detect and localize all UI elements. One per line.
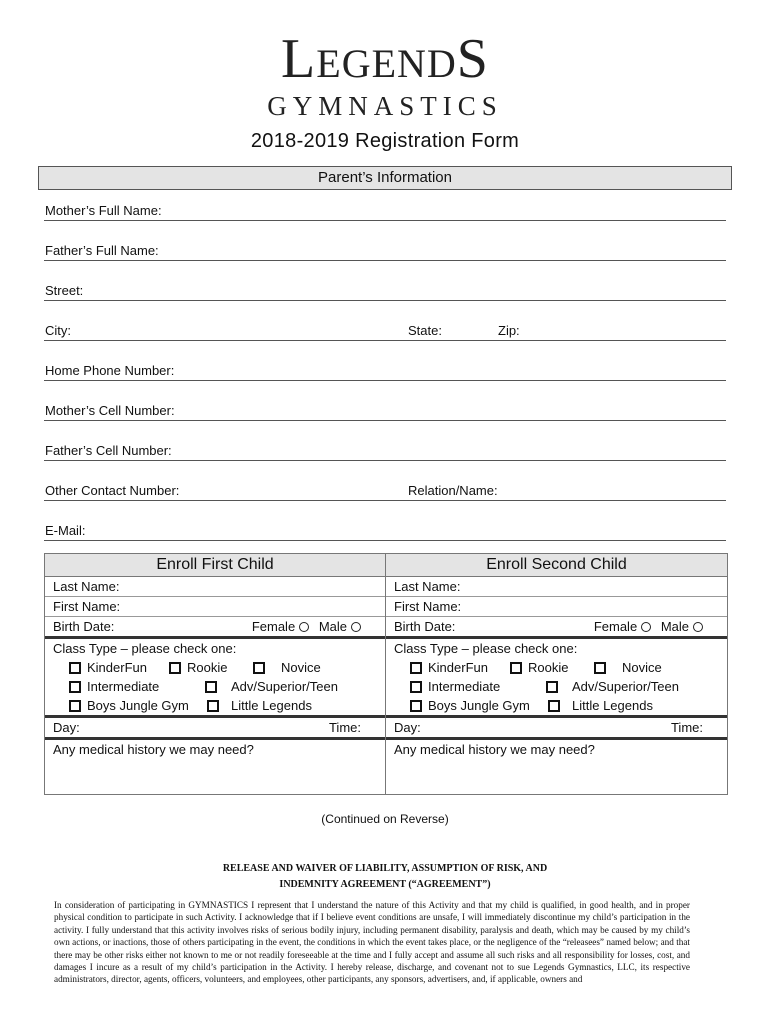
intermediate-option[interactable]: Intermediate [410,677,500,696]
first-child-class-row-1 [45,658,385,677]
novice-option[interactable]: Novice [594,658,662,677]
first-child-class-type: Class Type – please check one: [53,641,237,656]
email-field[interactable]: E-Mail: [44,522,726,541]
logo [0,28,770,121]
boys-jungle-gym-option[interactable]: Boys Jungle Gym [69,696,189,715]
checkbox [546,681,558,693]
gender-options: Female Male [594,617,709,636]
checkbox [169,662,181,674]
father-cell-field[interactable]: Father’s Cell Number: [44,442,726,461]
day-label[interactable]: Day: [394,720,421,735]
rookie-option[interactable]: Rookie [510,658,568,677]
logo-wordmark: LEGENDS [281,28,489,90]
second-child-class-row-1 [386,658,727,677]
mother-name-field[interactable]: Mother’s Full Name: [44,202,726,221]
checkbox [548,700,560,712]
kinderfun-option[interactable]: KinderFun [410,658,488,677]
second-child-class-row-2 [386,677,727,696]
kinderfun-option[interactable]: KinderFun [69,658,147,677]
home-phone-field[interactable]: Home Phone Number: [44,362,726,381]
checkbox [410,662,422,674]
second-child-column [386,554,727,794]
little-legends-option[interactable]: Little Legends [207,696,312,715]
novice-option[interactable]: Novice [253,658,321,677]
release-body: In consideration of participating in GYMNASTICS I represent that I understand the nature of this Activity and that my child is qualified, in good health, and in proper physical condition to participate in such Activity. I acknowledge that if I believe event conditions are unsafe, I will immediately discontinue my child’s participation in the activity. I fully understand that this activity involves risks of serious bodily injury, including permanent disability, paralysis and death, which may be caused by my child’s own actions, or inactions, those of others participating in the event, the conditions in which the event takes place, or the negligence of the “releasees” named below; and that there may be other risks either not known to me or not readily foreseeable at the time and I fully accept and assume all such risks and all responsibility for losses, cost, and damages I incure as a result of my child’s participation in the Activity. I hereby release, discharge, and covenant not to sue Legends Gymnastics, LLC, its respective administrators, director, agents, officers, volunteers, and employees, other participants, any sponsors, advertisers, and, if applicable, owners and [54,900,690,985]
first-child-heading: Enroll First Child [45,554,385,577]
first-child-last-name[interactable]: Last Name: [45,577,385,597]
relation-label: Relation/Name: [408,483,498,498]
other-contact-label: Other Contact Number: [45,483,180,498]
first-child-medical[interactable]: Any medical history we may need? [53,742,254,757]
checkbox [69,700,81,712]
checkbox [510,662,522,674]
continued-note: (Continued on Reverse) [321,812,449,826]
father-name-field[interactable]: Father’s Full Name: [44,242,726,261]
adv-superior-teen-option[interactable]: Adv/Superior/Teen [205,677,338,696]
first-child-first-name[interactable]: First Name: [45,597,385,617]
gender-options: Female Male [252,617,367,636]
street-field[interactable]: Street: [44,282,726,301]
checkbox [594,662,606,674]
second-child-last-name[interactable]: Last Name: [386,577,727,597]
checkbox [69,662,81,674]
female-radio[interactable] [299,622,309,632]
checkbox [410,681,422,693]
zip-label: Zip: [498,323,520,338]
checkbox [253,662,265,674]
adv-superior-teen-option[interactable]: Adv/Superior/Teen [546,677,679,696]
first-child-day-time-row [45,718,385,740]
parents-section-header: Parent’s Information [38,166,732,190]
birth-date-label[interactable]: Birth Date: [53,619,115,634]
second-child-medical[interactable]: Any medical history we may need? [394,742,595,757]
birth-date-label[interactable]: Birth Date: [394,619,456,634]
first-child-column [45,554,386,794]
checkbox [207,700,219,712]
release-title: RELEASE AND WAIVER OF LIABILITY, ASSUMPTION OF RISK, AND INDEMNITY AGREEMENT (“AGREEMENT”) [222,863,548,890]
boys-jungle-gym-option[interactable]: Boys Jungle Gym [410,696,530,715]
first-child-class-row-3 [45,696,385,718]
enroll-table [44,553,728,795]
time-label[interactable]: Time: [670,720,703,735]
little-legends-option[interactable]: Little Legends [548,696,653,715]
checkbox [205,681,217,693]
other-contact-field[interactable] [44,482,726,501]
rookie-option[interactable]: Rookie [169,658,227,677]
first-child-class-row-2 [45,677,385,696]
time-label[interactable]: Time: [328,720,361,735]
second-child-day-time-row [386,718,727,740]
form-title: 2018-2019 Registration Form [250,130,520,152]
female-radio[interactable] [641,622,651,632]
day-label[interactable]: Day: [53,720,80,735]
state-label: State: [408,323,442,338]
checkbox [69,681,81,693]
city-label: City: [45,323,71,338]
checkbox [410,700,422,712]
first-child-birth-date-row [45,617,385,639]
city-state-zip-field[interactable] [44,322,726,341]
second-child-class-type: Class Type – please check one: [394,641,578,656]
male-radio[interactable] [693,622,703,632]
mother-cell-field[interactable]: Mother’s Cell Number: [44,402,726,421]
intermediate-option[interactable]: Intermediate [69,677,159,696]
second-child-heading: Enroll Second Child [386,554,727,577]
second-child-class-row-3 [386,696,727,718]
second-child-first-name[interactable]: First Name: [386,597,727,617]
male-radio[interactable] [351,622,361,632]
logo-subtitle: GYMNASTICS [267,91,503,121]
second-child-birth-date-row [386,617,727,639]
